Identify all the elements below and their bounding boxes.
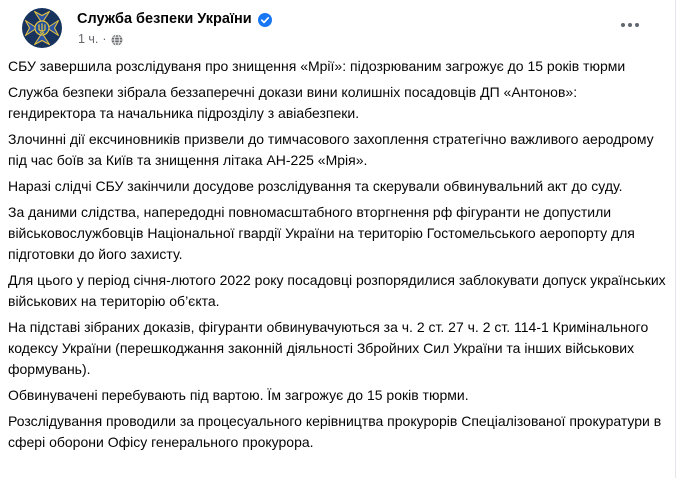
page-name-row — [77, 10, 272, 29]
verified-badge-icon — [258, 13, 272, 27]
post-paragraph: Розслідування проводили за процесуального керівництва прокурорів Спеціалізованої прокуратури в сфері оборони Офісу генерального прокурора. — [8, 413, 662, 450]
post-paragraph: Обвинувачені перебувають під вартою. Їм загрожує до 15 років тюрми. — [8, 387, 469, 403]
timestamp-link[interactable]: 1 ч. — [78, 32, 99, 46]
post-meta — [78, 31, 123, 47]
post-paragraph: Злочинні дії ексчиновників призвели до тимчасового захоплення стратегічно важливого аеродрому під час боїв за Київ та знищення літака АН-225 «Мрія». — [8, 131, 654, 168]
post-paragraph: Для цього у період січня-лютого 2022 року посадовці розпорядилися заблокувати допуск українських військових на територію об’єкта. — [8, 272, 666, 309]
sbu-emblem-icon — [22, 8, 62, 48]
post-text — [8, 56, 668, 458]
more-options-icon — [621, 23, 625, 27]
post-paragraph: СБУ завершила розслідуваня про знищення «Мрії»: підозрюваним загрожує до 15 років тюрми — [8, 58, 626, 74]
page-avatar[interactable] — [22, 8, 62, 48]
post-paragraph: Служба безпеки зібрала беззаперечні докази вини колишніх посадовців ДП «Антонов»: гендиректора та начальника підрозділу з авіабезпеки. — [8, 84, 578, 121]
meta-separator: · — [102, 32, 107, 46]
more-options-button[interactable] — [613, 13, 647, 37]
post-paragraph: За даними слідства, напередодні повномасштабного вторгнення рф фігуранти не допустили військовослужбовців Національної гвардії України на територію Гостомельського аеропорту для підготовки до його захисту. — [8, 204, 635, 262]
post-paragraph: Наразі слідчі СБУ закінчили досудове розслідування та скерували обвинувальний акт до суду. — [8, 178, 623, 194]
page-name-link[interactable]: Служба безпеки України — [77, 11, 252, 27]
globe-privacy-icon — [111, 34, 123, 46]
post-paragraph: На підставі зібраних доказів, фігуранти обвинувачуються за ч. 2 ст. 27 ч. 2 ст. 114-1 Кримінального кодексу України (перешкоджання законній діяльності Збройних Сил України та інших військових формувань). — [8, 319, 649, 377]
